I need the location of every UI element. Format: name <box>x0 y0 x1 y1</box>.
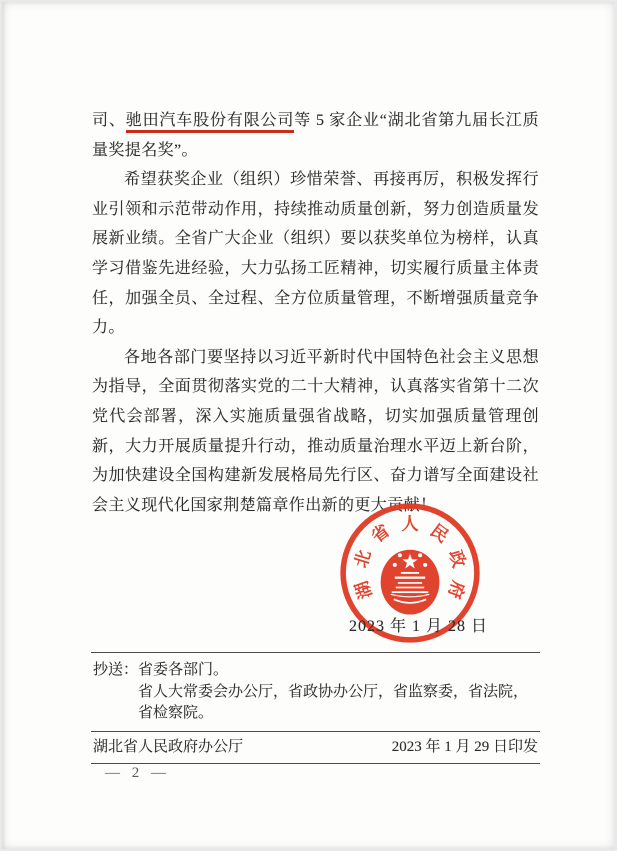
copy-to-line1: 省委各部门。 <box>138 662 229 678</box>
issuing-office: 湖北省人民政府办公厅 <box>93 738 244 755</box>
seal-char: 府 <box>444 578 468 602</box>
seal-char: 政 <box>445 547 469 570</box>
page-number: — 2 — <box>105 765 170 781</box>
company-name-underlined: 驰田汽车股份有限公司 <box>126 112 295 133</box>
seal-char: 人 <box>401 514 419 534</box>
issuer-row <box>91 732 540 763</box>
footer-divider-bottom <box>91 763 540 764</box>
document-footer <box>91 652 540 764</box>
paragraph-award-list <box>92 106 539 165</box>
paragraph-hope-enterprises: 希望获奖企业（组织）珍惜荣誉、再接再厉，积极发挥行业引领和示范带动作用，持续推动质量创新，努力创造质量发展新业绩。全省广大企业（组织）要以获奖单位为榜样，认真学习借鉴先进经验，大力弘扬工匠精神，切实履行质量主体责任，加强全员、全过程、全方位质量管理，不断增强质量竞争力。 <box>92 171 539 337</box>
copy-to-label: 抄送： <box>93 662 139 678</box>
copy-to-line2: 省人大常委会办公厅，省政协办公厅，省监察委，省法院， <box>138 683 529 700</box>
scanned-document-page <box>2 2 614 849</box>
paragraph-departments-requirements: 各地各部门要坚持以习近平新时代中国特色社会主义思想为指导，全面贯彻落实党的二十大精神，认真落实省第十二次党代会部署，深入实施质量强省战略，切实加强质量管理创新，大力开展质量提升行动，推动质量治理水平迈上新台阶，为加快建设全国构建新发展格局先行区、奋力谱写全面建设社会主义现代化国家荆楚篇章作出新的更大贡献！ <box>92 348 539 514</box>
copy-to-block <box>91 653 540 731</box>
copy-to-line3: 省检察院。 <box>138 705 214 721</box>
seal-char: 省 <box>368 520 394 547</box>
paragraph1-suffix: 等 5 家企业“湖北省第九届长江质量奖提名奖”。 <box>92 112 539 159</box>
document-body-text <box>92 106 539 520</box>
signature-date: 2023 年 1 月 28 日 <box>349 618 489 635</box>
national-emblem-icon <box>381 550 440 615</box>
seal-char: 民 <box>426 520 452 547</box>
seal-char: 湖 <box>352 578 376 602</box>
print-date: 2023 年 1 月 29 日印发 <box>391 738 538 755</box>
paragraph1-prefix: 司、 <box>92 112 126 129</box>
seal-char: 北 <box>351 547 375 570</box>
